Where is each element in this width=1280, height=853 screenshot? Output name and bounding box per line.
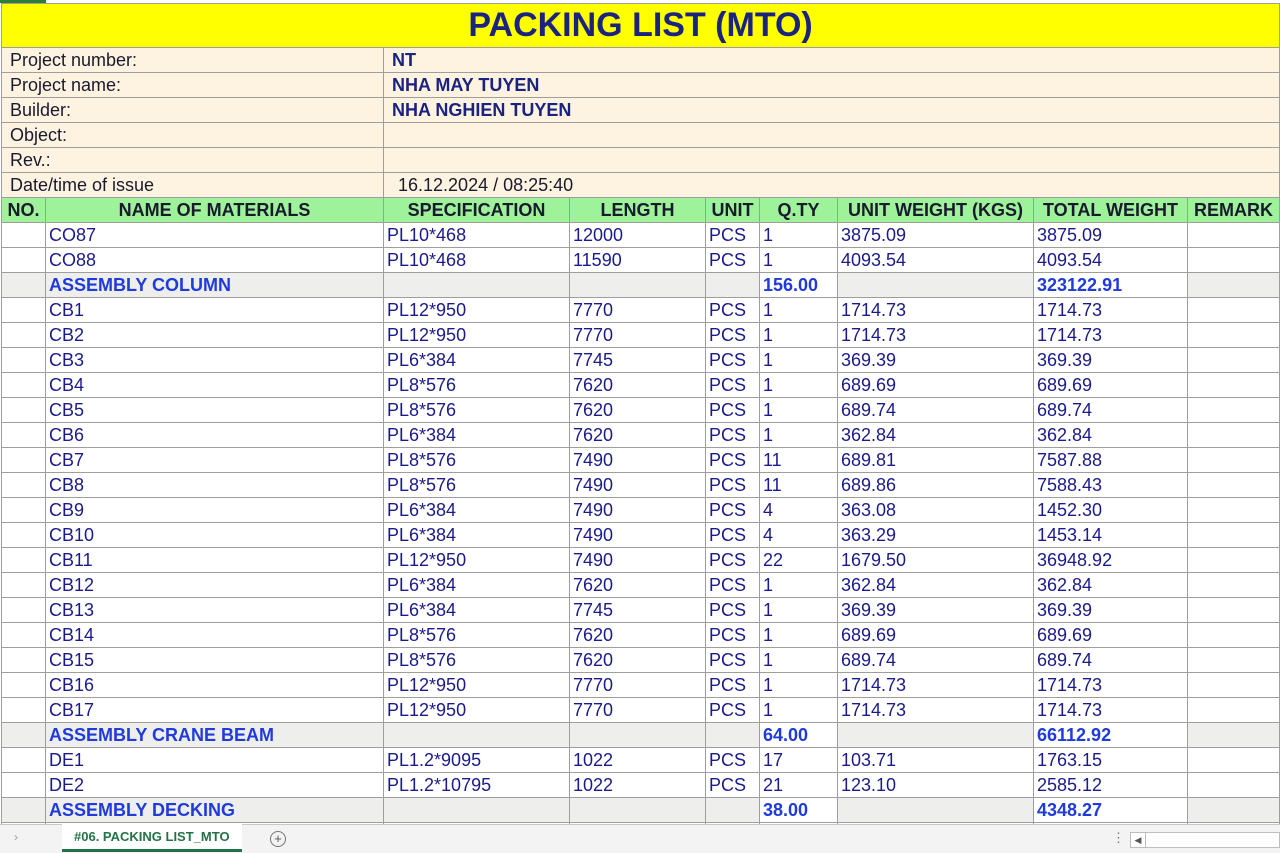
total-weight-cell[interactable]: 7588.43 [1034,473,1188,498]
qty-total-cell[interactable]: 38.00 [760,798,838,823]
sheet-tab-bar [0,824,1280,853]
table-row [2,373,1280,398]
info-label[interactable]: Rev.: [2,148,384,173]
total-weight-sum-cell[interactable]: 323122.91 [1034,273,1188,298]
no-cell[interactable] [2,773,46,798]
qty-cell[interactable]: 1 [760,573,838,598]
total-weight-cell[interactable]: 362.84 [1034,573,1188,598]
total-weight-cell[interactable]: 689.69 [1034,373,1188,398]
spec-cell[interactable]: PL8*576 [384,373,570,398]
unit-weight-cell[interactable]: 369.39 [838,348,1034,373]
length-cell[interactable]: 7770 [570,698,706,723]
qty-cell[interactable]: 22 [760,548,838,573]
unit-weight-cell[interactable]: 1714.73 [838,698,1034,723]
remark-cell[interactable] [1188,773,1280,798]
length-cell[interactable]: 7620 [570,648,706,673]
length-cell[interactable]: 7770 [570,673,706,698]
remark-cell[interactable] [1188,223,1280,248]
name-cell[interactable]: CO87 [46,223,384,248]
total-weight-cell[interactable]: 4093.54 [1034,248,1188,273]
column-header[interactable]: REMARK [1188,198,1280,223]
unit-cell[interactable]: PCS [706,373,760,398]
no-cell[interactable] [2,798,46,823]
unit-weight-cell[interactable] [838,798,1034,823]
total-weight-cell[interactable]: 1453.14 [1034,523,1188,548]
remark-cell[interactable] [1188,248,1280,273]
remark-cell[interactable] [1188,623,1280,648]
spec-cell[interactable]: PL6*384 [384,423,570,448]
unit-cell[interactable]: PCS [706,523,760,548]
spec-cell[interactable]: PL12*950 [384,323,570,348]
unit-weight-cell[interactable]: 4093.54 [838,248,1034,273]
qty-total-cell[interactable]: 64.00 [760,723,838,748]
unit-cell[interactable]: PCS [706,223,760,248]
qty-cell[interactable]: 11 [760,448,838,473]
unit-cell[interactable]: PCS [706,473,760,498]
column-header[interactable]: UNIT WEIGHT (KGS) [838,198,1034,223]
remark-cell[interactable] [1188,348,1280,373]
assembly-name-cell[interactable]: ASSEMBLY CRANE BEAM [46,723,384,748]
name-cell[interactable]: CB9 [46,498,384,523]
remark-cell[interactable] [1188,648,1280,673]
unit-weight-cell[interactable]: 103.71 [838,748,1034,773]
no-cell[interactable] [2,698,46,723]
unit-cell[interactable] [706,798,760,823]
spec-cell[interactable]: PL6*384 [384,498,570,523]
spec-cell[interactable]: PL6*384 [384,523,570,548]
remark-cell[interactable] [1188,273,1280,298]
sheet-tab-packing-list[interactable]: #06. PACKING LIST_MTO [62,824,242,852]
column-header[interactable]: SPECIFICATION [384,198,570,223]
remark-cell[interactable] [1188,298,1280,323]
total-weight-cell[interactable]: 1714.73 [1034,298,1188,323]
table-row [2,748,1280,773]
qty-cell[interactable]: 11 [760,473,838,498]
info-label[interactable]: Project name: [2,73,384,98]
unit-weight-cell[interactable]: 362.84 [838,573,1034,598]
name-cell[interactable]: CB4 [46,373,384,398]
remark-cell[interactable] [1188,573,1280,598]
spec-cell[interactable]: PL8*576 [384,623,570,648]
no-cell[interactable] [2,598,46,623]
column-header[interactable]: NO. [2,198,46,223]
title-row [2,4,1280,48]
remark-cell[interactable] [1188,398,1280,423]
remark-cell[interactable] [1188,798,1280,823]
qty-cell[interactable]: 1 [760,398,838,423]
chevron-right-icon[interactable]: › [14,830,18,844]
table-row [2,448,1280,473]
remark-cell[interactable] [1188,448,1280,473]
remark-cell[interactable] [1188,723,1280,748]
spec-cell[interactable]: PL8*576 [384,398,570,423]
spec-cell[interactable]: PL6*384 [384,598,570,623]
info-row [2,48,1280,73]
total-weight-cell[interactable]: 689.74 [1034,398,1188,423]
info-label[interactable]: Date/time of issue [2,173,384,198]
unit-weight-cell[interactable]: 3875.09 [838,223,1034,248]
unit-weight-cell[interactable]: 1714.73 [838,323,1034,348]
qty-cell[interactable]: 1 [760,673,838,698]
no-cell[interactable] [2,373,46,398]
qty-cell[interactable]: 17 [760,748,838,773]
unit-cell[interactable]: PCS [706,398,760,423]
unit-cell[interactable]: PCS [706,773,760,798]
table-row [2,498,1280,523]
no-cell[interactable] [2,273,46,298]
table-row [2,648,1280,673]
scroll-left-icon[interactable]: ◀ [1131,833,1146,847]
length-cell[interactable]: 7770 [570,298,706,323]
unit-cell[interactable]: PCS [706,498,760,523]
spec-cell[interactable]: PL8*576 [384,648,570,673]
spec-cell[interactable]: PL10*468 [384,223,570,248]
no-cell[interactable] [2,448,46,473]
unit-cell[interactable]: PCS [706,423,760,448]
table-row [2,248,1280,273]
unit-weight-cell[interactable]: 689.74 [838,398,1034,423]
length-cell[interactable] [570,723,706,748]
no-cell[interactable] [2,323,46,348]
name-cell[interactable]: CB7 [46,448,384,473]
spec-cell[interactable] [384,723,570,748]
qty-cell[interactable]: 1 [760,423,838,448]
table-row [2,348,1280,373]
column-header-row [2,198,1280,223]
name-cell[interactable]: CB3 [46,348,384,373]
no-cell[interactable] [2,423,46,448]
no-cell[interactable] [2,473,46,498]
no-cell[interactable] [2,573,46,598]
length-cell[interactable]: 7490 [570,523,706,548]
unit-cell[interactable]: PCS [706,698,760,723]
length-cell[interactable]: 7620 [570,423,706,448]
length-cell[interactable]: 7620 [570,573,706,598]
length-cell[interactable] [570,798,706,823]
unit-weight-cell[interactable]: 363.08 [838,498,1034,523]
total-weight-cell[interactable]: 362.84 [1034,423,1188,448]
table-row [2,423,1280,448]
horizontal-scrollbar[interactable] [1130,832,1280,848]
length-cell[interactable]: 7620 [570,623,706,648]
qty-cell[interactable]: 1 [760,223,838,248]
remark-cell[interactable] [1188,323,1280,348]
spec-cell[interactable]: PL8*576 [384,473,570,498]
info-value[interactable]: NHA MAY TUYEN [384,73,1280,98]
unit-cell[interactable]: PCS [706,573,760,598]
unit-cell[interactable]: PCS [706,248,760,273]
qty-cell[interactable]: 1 [760,323,838,348]
total-weight-cell[interactable]: 1763.15 [1034,748,1188,773]
no-cell[interactable] [2,648,46,673]
qty-cell[interactable]: 4 [760,498,838,523]
name-cell[interactable]: CB12 [46,573,384,598]
no-cell[interactable] [2,398,46,423]
spec-cell[interactable]: PL12*950 [384,698,570,723]
remark-cell[interactable] [1188,373,1280,398]
name-cell[interactable]: CB16 [46,673,384,698]
unit-cell[interactable]: PCS [706,598,760,623]
no-cell[interactable] [2,673,46,698]
length-cell[interactable]: 7770 [570,323,706,348]
unit-cell[interactable] [706,723,760,748]
remark-cell[interactable] [1188,598,1280,623]
name-cell[interactable]: CB13 [46,598,384,623]
info-label[interactable]: Project number: [2,48,384,73]
name-cell[interactable]: CB11 [46,548,384,573]
qty-cell[interactable]: 1 [760,698,838,723]
length-cell[interactable]: 7490 [570,448,706,473]
unit-cell[interactable]: PCS [706,748,760,773]
total-weight-cell[interactable]: 1714.73 [1034,323,1188,348]
unit-weight-cell[interactable] [838,723,1034,748]
unit-cell[interactable]: PCS [706,623,760,648]
info-row [2,73,1280,98]
info-label[interactable]: Builder: [2,98,384,123]
total-weight-cell[interactable]: 7587.88 [1034,448,1188,473]
unit-weight-cell[interactable]: 123.10 [838,773,1034,798]
unit-weight-cell[interactable] [838,273,1034,298]
assembly-total-row [2,723,1280,748]
total-weight-cell[interactable]: 36948.92 [1034,548,1188,573]
no-cell[interactable] [2,523,46,548]
qty-cell[interactable]: 1 [760,598,838,623]
no-cell[interactable] [2,723,46,748]
unit-cell[interactable]: PCS [706,673,760,698]
info-value[interactable] [384,123,1280,148]
name-cell[interactable]: CB8 [46,473,384,498]
name-cell[interactable]: CB15 [46,648,384,673]
unit-cell[interactable] [706,273,760,298]
info-label[interactable]: Object: [2,123,384,148]
total-weight-cell[interactable]: 1714.73 [1034,673,1188,698]
length-cell[interactable]: 7620 [570,398,706,423]
unit-cell[interactable]: PCS [706,548,760,573]
length-cell[interactable]: 7490 [570,498,706,523]
spec-cell[interactable]: PL10*468 [384,248,570,273]
table-row [2,673,1280,698]
total-weight-cell[interactable]: 2585.12 [1034,773,1188,798]
unit-weight-cell[interactable]: 363.29 [838,523,1034,548]
table-row [2,298,1280,323]
info-value[interactable] [384,148,1280,173]
no-cell[interactable] [2,223,46,248]
packing-list-table[interactable] [1,3,1280,824]
more-dots-icon[interactable]: ⋮ [1112,830,1125,845]
info-value[interactable]: NHA NGHIEN TUYEN [384,98,1280,123]
unit-cell[interactable]: PCS [706,448,760,473]
name-cell[interactable]: DE2 [46,773,384,798]
qty-cell[interactable]: 1 [760,298,838,323]
total-weight-cell[interactable]: 369.39 [1034,598,1188,623]
table-row [2,398,1280,423]
qty-total-cell[interactable]: 156.00 [760,273,838,298]
assembly-total-row [2,273,1280,298]
remark-cell[interactable] [1188,423,1280,448]
no-cell[interactable] [2,623,46,648]
remark-cell[interactable] [1188,673,1280,698]
total-weight-sum-cell[interactable]: 66112.92 [1034,723,1188,748]
name-cell[interactable]: CB2 [46,323,384,348]
length-cell[interactable]: 1022 [570,773,706,798]
length-cell[interactable]: 11590 [570,248,706,273]
unit-cell[interactable]: PCS [706,298,760,323]
no-cell[interactable] [2,548,46,573]
remark-cell[interactable] [1188,698,1280,723]
qty-cell[interactable]: 1 [760,623,838,648]
total-weight-cell[interactable]: 1714.73 [1034,698,1188,723]
plus-circle-icon[interactable]: + [270,831,286,847]
qty-cell[interactable]: 1 [760,648,838,673]
table-row [2,473,1280,498]
spec-cell[interactable]: PL1.2*9095 [384,748,570,773]
unit-weight-cell[interactable]: 689.69 [838,623,1034,648]
unit-cell[interactable]: PCS [706,323,760,348]
table-row [2,698,1280,723]
unit-weight-cell[interactable]: 1679.50 [838,548,1034,573]
name-cell[interactable]: CB6 [46,423,384,448]
total-weight-cell[interactable]: 369.39 [1034,348,1188,373]
length-cell[interactable]: 7490 [570,548,706,573]
qty-cell[interactable]: 4 [760,523,838,548]
column-header[interactable]: Q.TY [760,198,838,223]
length-cell[interactable]: 1022 [570,748,706,773]
info-row [2,98,1280,123]
unit-weight-cell[interactable]: 369.39 [838,598,1034,623]
remark-cell[interactable] [1188,548,1280,573]
unit-weight-cell[interactable]: 1714.73 [838,673,1034,698]
total-weight-cell[interactable]: 1452.30 [1034,498,1188,523]
qty-cell[interactable]: 1 [760,373,838,398]
length-cell[interactable] [570,273,706,298]
table-row [2,223,1280,248]
remark-cell[interactable] [1188,498,1280,523]
spec-cell[interactable] [384,798,570,823]
qty-cell[interactable]: 21 [760,773,838,798]
unit-weight-cell[interactable]: 362.84 [838,423,1034,448]
column-header[interactable]: UNIT [706,198,760,223]
info-value[interactable]: 16.12.2024 / 08:25:40 [384,173,1280,198]
assembly-total-row [2,798,1280,823]
remark-cell[interactable] [1188,523,1280,548]
info-row [2,123,1280,148]
unit-cell[interactable]: PCS [706,648,760,673]
table-row [2,623,1280,648]
unit-weight-cell[interactable]: 689.74 [838,648,1034,673]
info-row [2,173,1280,198]
table-row [2,523,1280,548]
spec-cell[interactable]: PL1.2*10795 [384,773,570,798]
sheet-title[interactable]: PACKING LIST (MTO) [2,4,1280,48]
unit-cell[interactable]: PCS [706,348,760,373]
assembly-name-cell[interactable]: ASSEMBLY DECKING [46,798,384,823]
column-header[interactable]: LENGTH [570,198,706,223]
no-cell[interactable] [2,298,46,323]
table-row [2,573,1280,598]
table-row [2,548,1280,573]
info-value[interactable]: NT [384,48,1280,73]
unit-weight-cell[interactable]: 689.69 [838,373,1034,398]
total-weight-cell[interactable]: 689.69 [1034,623,1188,648]
total-weight-cell[interactable]: 3875.09 [1034,223,1188,248]
spec-cell[interactable]: PL12*950 [384,673,570,698]
length-cell[interactable]: 7745 [570,598,706,623]
qty-cell[interactable]: 1 [760,348,838,373]
remark-cell[interactable] [1188,473,1280,498]
name-cell[interactable]: CB1 [46,298,384,323]
total-weight-cell[interactable]: 689.74 [1034,648,1188,673]
name-cell[interactable]: CB10 [46,523,384,548]
column-header[interactable]: TOTAL WEIGHT [1034,198,1188,223]
spec-cell[interactable]: PL12*950 [384,298,570,323]
no-cell[interactable] [2,498,46,523]
unit-weight-cell[interactable]: 1714.73 [838,298,1034,323]
table-row [2,773,1280,798]
table-row [2,598,1280,623]
spec-cell[interactable]: PL6*384 [384,573,570,598]
no-cell[interactable] [2,748,46,773]
remark-cell[interactable] [1188,748,1280,773]
unit-weight-cell[interactable]: 689.81 [838,448,1034,473]
spec-cell[interactable]: PL12*950 [384,548,570,573]
no-cell[interactable] [2,248,46,273]
spec-cell[interactable] [384,273,570,298]
name-cell[interactable]: CB5 [46,398,384,423]
spec-cell[interactable]: PL8*576 [384,448,570,473]
spec-cell[interactable]: PL6*384 [384,348,570,373]
length-cell[interactable]: 7745 [570,348,706,373]
info-row [2,148,1280,173]
length-cell[interactable]: 12000 [570,223,706,248]
name-cell[interactable]: CB14 [46,623,384,648]
table-row [2,323,1280,348]
length-cell[interactable]: 7490 [570,473,706,498]
name-cell[interactable]: CO88 [46,248,384,273]
no-cell[interactable] [2,348,46,373]
length-cell[interactable]: 7620 [570,373,706,398]
unit-weight-cell[interactable]: 689.86 [838,473,1034,498]
total-weight-sum-cell[interactable]: 4348.27 [1034,798,1188,823]
qty-cell[interactable]: 1 [760,248,838,273]
name-cell[interactable]: CB17 [46,698,384,723]
assembly-name-cell[interactable]: ASSEMBLY COLUMN [46,273,384,298]
name-cell[interactable]: DE1 [46,748,384,773]
column-header[interactable]: NAME OF MATERIALS [46,198,384,223]
